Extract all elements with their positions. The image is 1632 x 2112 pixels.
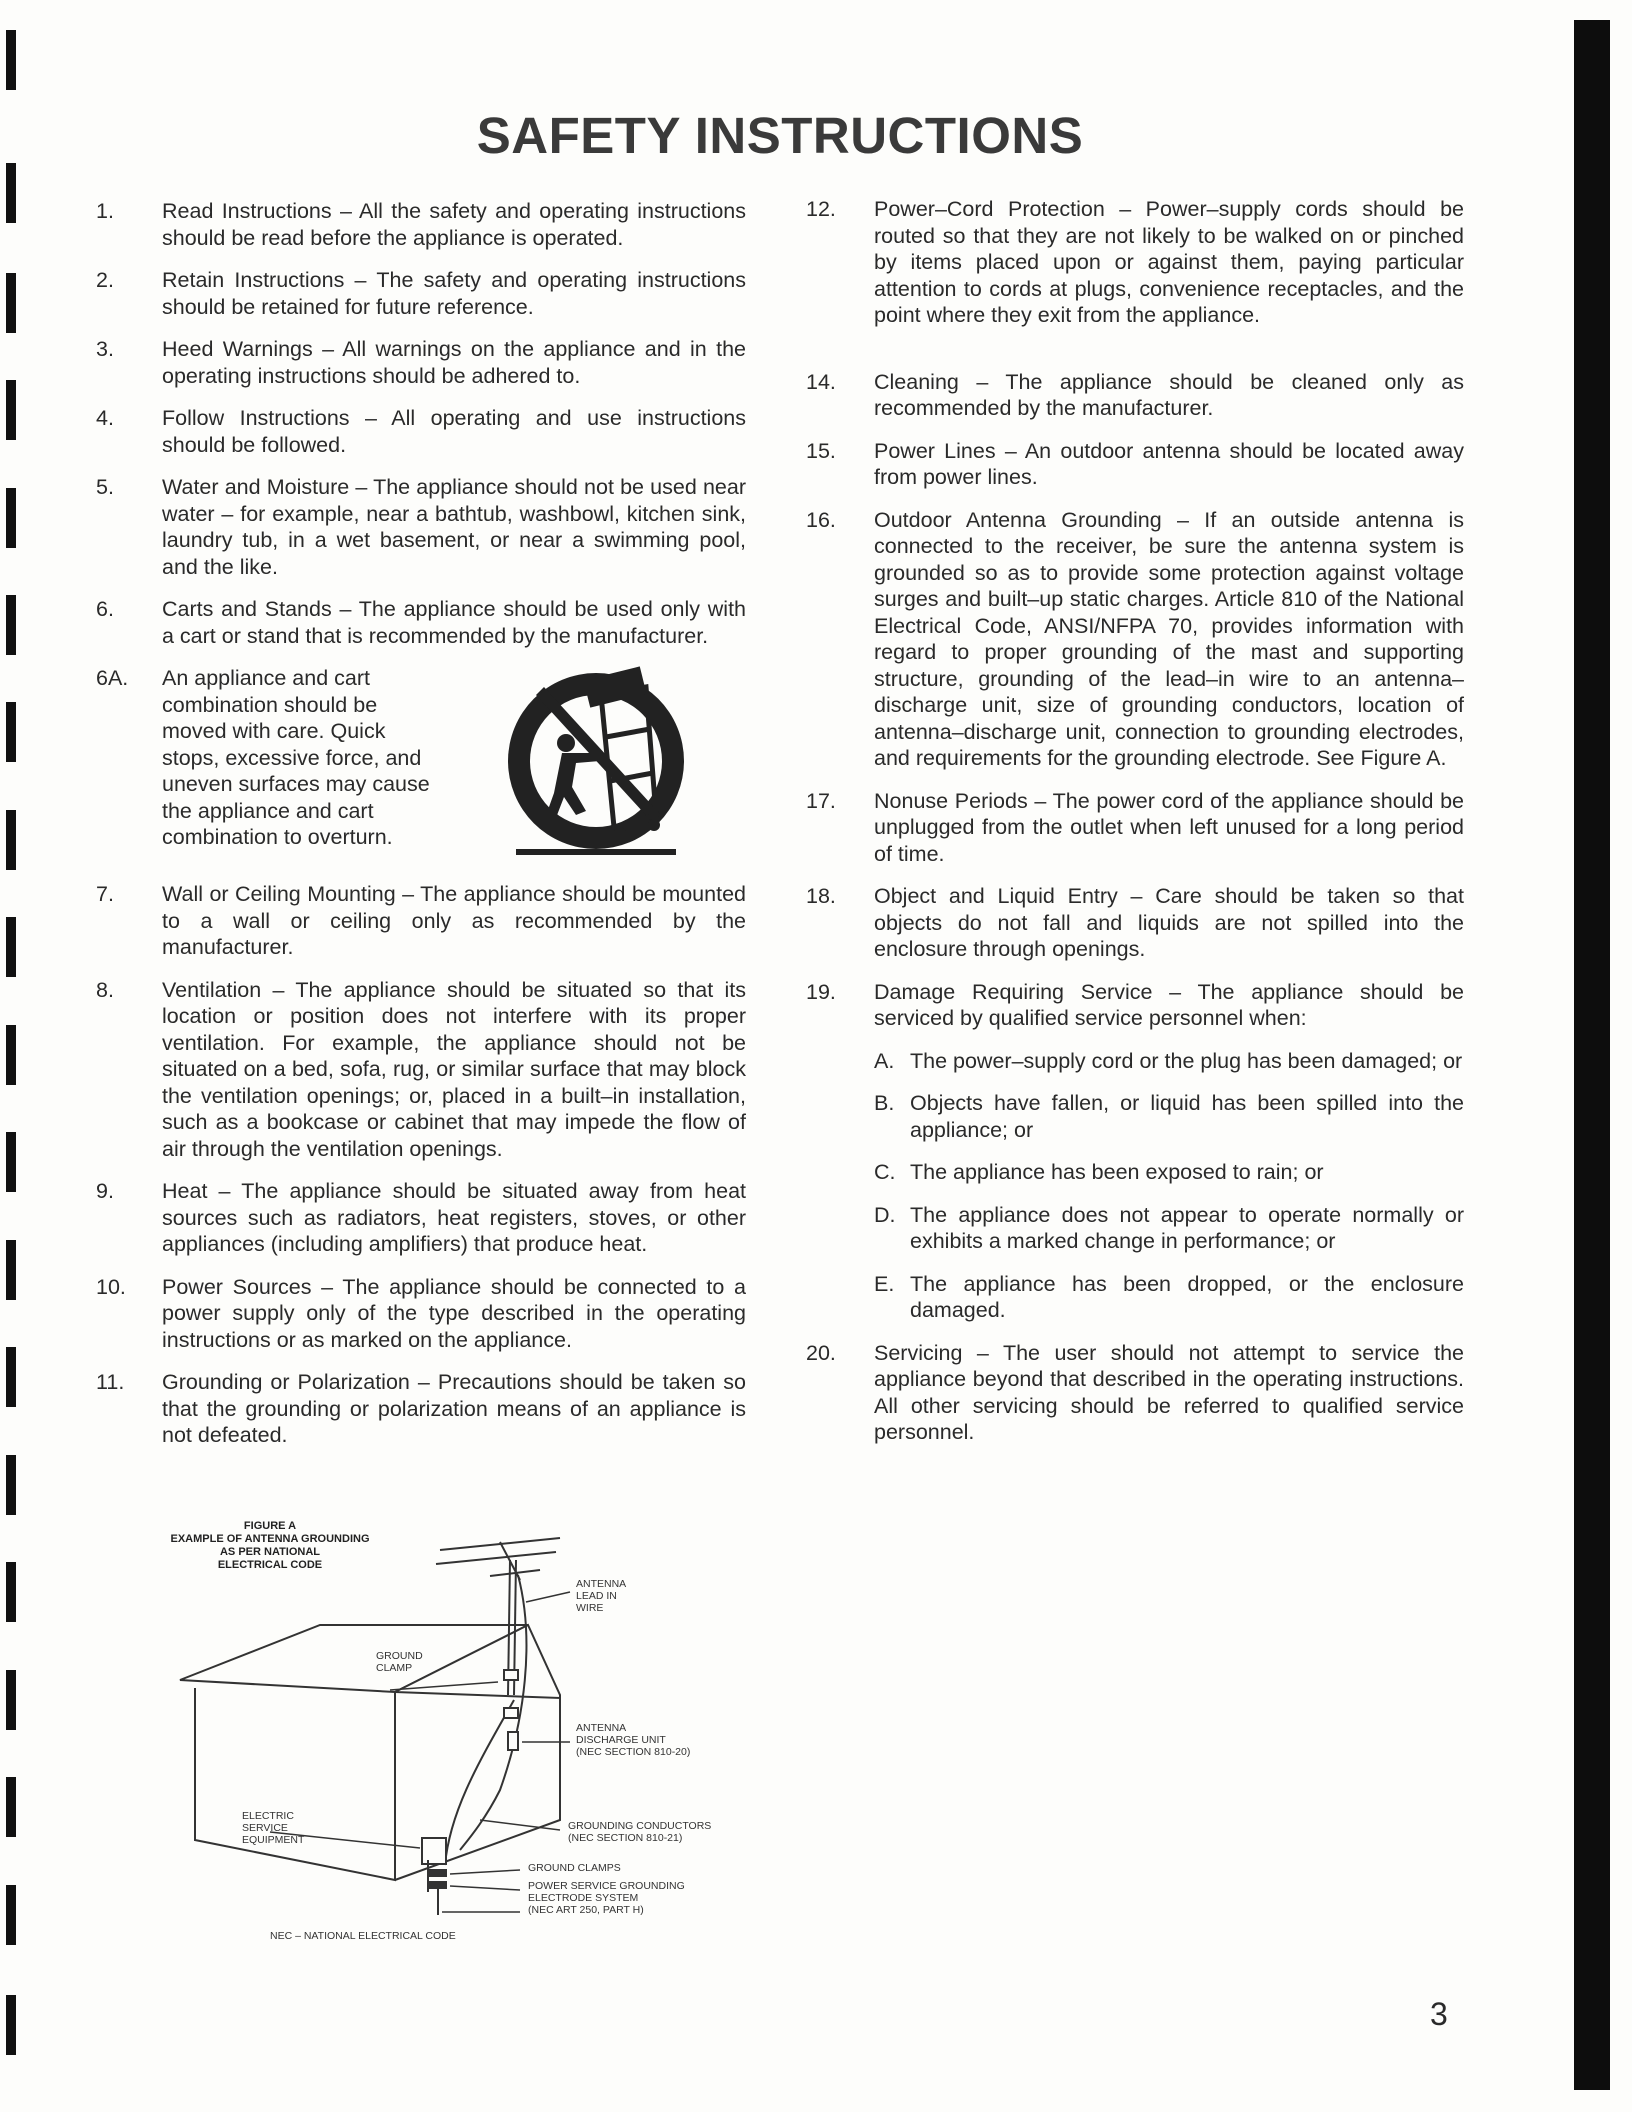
sub-item-letter: B. — [874, 1091, 895, 1115]
ground-clamps-label: GROUND CLAMPS — [528, 1862, 621, 1874]
grounding-conductors-label: GROUNDING CONDUCTORS (NEC SECTION 810-21) — [568, 1820, 712, 1844]
item-number: 1. — [96, 199, 114, 223]
item-text: Wall or Ceiling Mounting – The appliance should be mounted to a wall or ceiling only as recommended by the manufacturer. — [162, 882, 746, 959]
sub-item-text: The power–supply cord or the plug has been damaged; or — [910, 1048, 1463, 1073]
instruction-item — [806, 1340, 1464, 1446]
binding-mark — [6, 380, 16, 440]
figure-title-line: FIGURE A — [243, 1520, 297, 1532]
house-antenna-diagram — [140, 1520, 780, 1920]
item-text: Retain Instructions – The safety and operating instructions should be retained for future reference. — [162, 268, 746, 319]
item-number: 2. — [96, 268, 114, 292]
instruction-item — [96, 1274, 746, 1354]
item-text: Water and Moisture – The appliance should not be used near water – for example, near a bathtub, washbowl, kitchen sink, laundry tub, in a wet basement, or near a swimming pool, and the like. — [162, 475, 746, 579]
electric-service-label: ELECTRIC SERVICE EQUIPMENT — [242, 1810, 305, 1846]
binding-mark — [6, 1025, 16, 1085]
binding-mark — [6, 273, 16, 333]
item-number: 14. — [806, 369, 836, 394]
instruction-item — [96, 267, 746, 320]
nec-note: NEC – NATIONAL ELECTRICAL CODE — [270, 1930, 456, 1942]
page-edge — [1574, 20, 1610, 2090]
binding-mark — [6, 810, 16, 870]
item-text: Power Sources – The appliance should be connected to a power supply only of the type described in the operating instructions or as marked on the appliance. — [162, 1274, 746, 1352]
antenna-lead-label: ANTENNA LEAD IN WIRE — [576, 1578, 627, 1614]
item-text: Damage Requiring Service – The appliance should be serviced by qualified service personnel when: — [874, 979, 1464, 1030]
item-text: Object and Liquid Entry – Care should be taken so that objects do not fall and liquids are not spilled into the enclosure through openings. — [874, 884, 1464, 961]
item-text: Heat – The appliance should be situated away from heat sources such as radiators, heat registers, stoves, or other appliances (including amplifiers) that produce heat. — [162, 1179, 746, 1256]
page-number: 3 — [1430, 1996, 1448, 2032]
figure-title-line: AS PER NATIONAL — [219, 1546, 321, 1558]
sub-item — [874, 1202, 1464, 1255]
instruction-item — [96, 665, 746, 865]
item-text: Outdoor Antenna Grounding – If an outside antenna is connected to the receiver, be sure the antenna system is grounded so as to provide some protection against voltage surges and built–up static charges. Article 810 of the National Electrical Code, ANSI/NFPA 70, provides information with regard to proper grounding of the mast and supporting structure, grounding of the lead–in wire to an antenna–discharge unit, size of grounding conductors, location of antenna–discharge unit, connection to grounding electrodes, and requirements for the grounding electrode. See Figure A. — [874, 507, 1464, 770]
sub-item-letter: A. — [874, 1048, 895, 1073]
item-number: 18. — [806, 884, 836, 908]
item-text: Grounding or Polarization – Precautions should be taken so that the grounding or polarization means of an appliance is not defeated. — [162, 1370, 746, 1447]
binding-mark — [6, 1455, 16, 1515]
item-number: 15. — [806, 438, 836, 463]
item-number: 16. — [806, 507, 836, 532]
sub-item-text: Objects have fallen, or liquid has been spilled into the appliance; or — [910, 1091, 1464, 1142]
sub-item-letter: C. — [874, 1160, 896, 1184]
item-text: Carts and Stands – The appliance should be used only with a cart or stand that is recommended by the manufacturer. — [162, 597, 746, 648]
item-number: 4. — [96, 406, 114, 430]
sub-item — [874, 1048, 1464, 1075]
binding-mark — [6, 1240, 16, 1300]
binding-mark — [6, 1995, 16, 2055]
item-text: Heed Warnings – All warnings on the appliance and in the operating instructions should be adhered to. — [162, 337, 746, 388]
item-text: An appliance and cart combination should be moved with care. Quick stops, excessive force, and uneven surfaces may cause the appliance and cart combination to overturn. — [162, 666, 430, 849]
instruction-item — [806, 369, 1464, 422]
discharge-unit-label: ANTENNA DISCHARGE UNIT (NEC SECTION 810-20) — [576, 1722, 691, 1758]
item-text: Power–Cord Protection – Power–supply cords should be routed so that they are not likely to be walked on or pinched by items placed upon or against them, paying particular attention to cords at plugs, convenience receptacles, and the point where they exit from the appliance. — [874, 197, 1464, 327]
sub-item — [874, 1159, 1464, 1186]
sub-item-text: The appliance does not appear to operate normally or exhibits a marked change in performance; or — [910, 1202, 1464, 1253]
binding-mark — [6, 30, 16, 90]
sub-item — [874, 1271, 1464, 1324]
binding-mark — [6, 1347, 16, 1407]
item-text: Read Instructions – All the safety and operating instructions should be read before the appliance is operated. — [162, 199, 746, 250]
item-text: Cleaning – The appliance should be cleaned only as recommended by the manufacturer. — [874, 369, 1464, 420]
binding-mark — [6, 1777, 16, 1837]
item-text: Follow Instructions – All operating and use instructions should be followed. — [162, 406, 746, 457]
sub-item-letter: D. — [874, 1202, 896, 1227]
instruction-item — [806, 438, 1464, 491]
ground-clamp-label: GROUND CLAMP — [376, 1650, 423, 1674]
binding-mark — [6, 917, 16, 977]
item-number: 6. — [96, 597, 114, 621]
binding-mark — [6, 488, 16, 548]
item-number: 7. — [96, 882, 114, 906]
power-service-label: POWER SERVICE GROUNDING ELECTRODE SYSTEM (NEC ART 250, PART H) — [528, 1880, 685, 1916]
item-number: 20. — [806, 1340, 836, 1365]
item-number: 17. — [806, 788, 836, 813]
item-text: Servicing – The user should not attempt to service the appliance beyond that described in the operating instructions. All other servicing should be referred to qualified service personnel. — [874, 1340, 1464, 1444]
instruction-item — [96, 336, 746, 389]
instruction-item — [806, 196, 1464, 329]
figure-title-line: ELECTRICAL CODE — [217, 1559, 323, 1571]
sub-item — [874, 1090, 1464, 1143]
item-number: 5. — [96, 475, 114, 499]
instruction-item — [806, 979, 1464, 1032]
item-number: 6A. — [96, 666, 129, 690]
item-text: Nonuse Periods – The power cord of the appliance should be unplugged from the outlet when left unused for a long period of time. — [874, 788, 1464, 866]
item-number: 10. — [96, 1274, 126, 1299]
item-number: 9. — [96, 1179, 114, 1203]
instruction-item — [96, 474, 746, 580]
instruction-item — [806, 507, 1464, 772]
sub-item-letter: E. — [874, 1271, 895, 1296]
item-number: 11. — [96, 1370, 125, 1394]
binding-mark — [6, 595, 16, 655]
instruction-item — [806, 788, 1464, 868]
cart-tip-warning-icon — [496, 665, 696, 865]
item-text: Ventilation – The appliance should be situated so that its location or position does not interfere with its proper ventilation. For example, the appliance should not be situated on a bed, sofa, rug, or similar surface that may block the ventilation openings; or, placed in a built–in installation, such as a bookcase or cabinet that may impede the flow of air through the ventilation openings. — [162, 977, 746, 1161]
instruction-item — [96, 1178, 746, 1258]
left-column — [96, 198, 746, 1465]
item-number: 12. — [806, 197, 836, 221]
instruction-item — [96, 881, 746, 961]
item-number: 19. — [806, 979, 836, 1004]
binding-mark — [6, 1132, 16, 1192]
instruction-item — [96, 198, 746, 251]
binding-mark — [6, 163, 16, 223]
binding-mark — [6, 1562, 16, 1622]
figure-title-line: EXAMPLE OF ANTENNA GROUNDING — [170, 1533, 370, 1545]
item-number: 8. — [96, 977, 114, 1002]
binding-mark — [6, 1885, 16, 1945]
sub-item-text: The appliance has been dropped, or the enclosure damaged. — [910, 1271, 1464, 1322]
right-column — [806, 196, 1464, 1462]
item-text: Power Lines – An outdoor antenna should be located away from power lines. — [874, 438, 1464, 489]
instruction-item — [96, 1369, 746, 1449]
instruction-item — [806, 883, 1464, 963]
page-title: SAFETY INSTRUCTIONS — [476, 107, 1084, 164]
instruction-item — [96, 596, 746, 649]
item-number: 3. — [96, 337, 114, 361]
binding-mark — [6, 1670, 16, 1730]
sub-item-text: The appliance has been exposed to rain; or — [910, 1160, 1324, 1184]
instruction-item — [96, 977, 746, 1163]
binding-mark — [6, 702, 16, 762]
instruction-item — [96, 405, 746, 458]
antenna-grounding-figure — [140, 1520, 780, 1942]
